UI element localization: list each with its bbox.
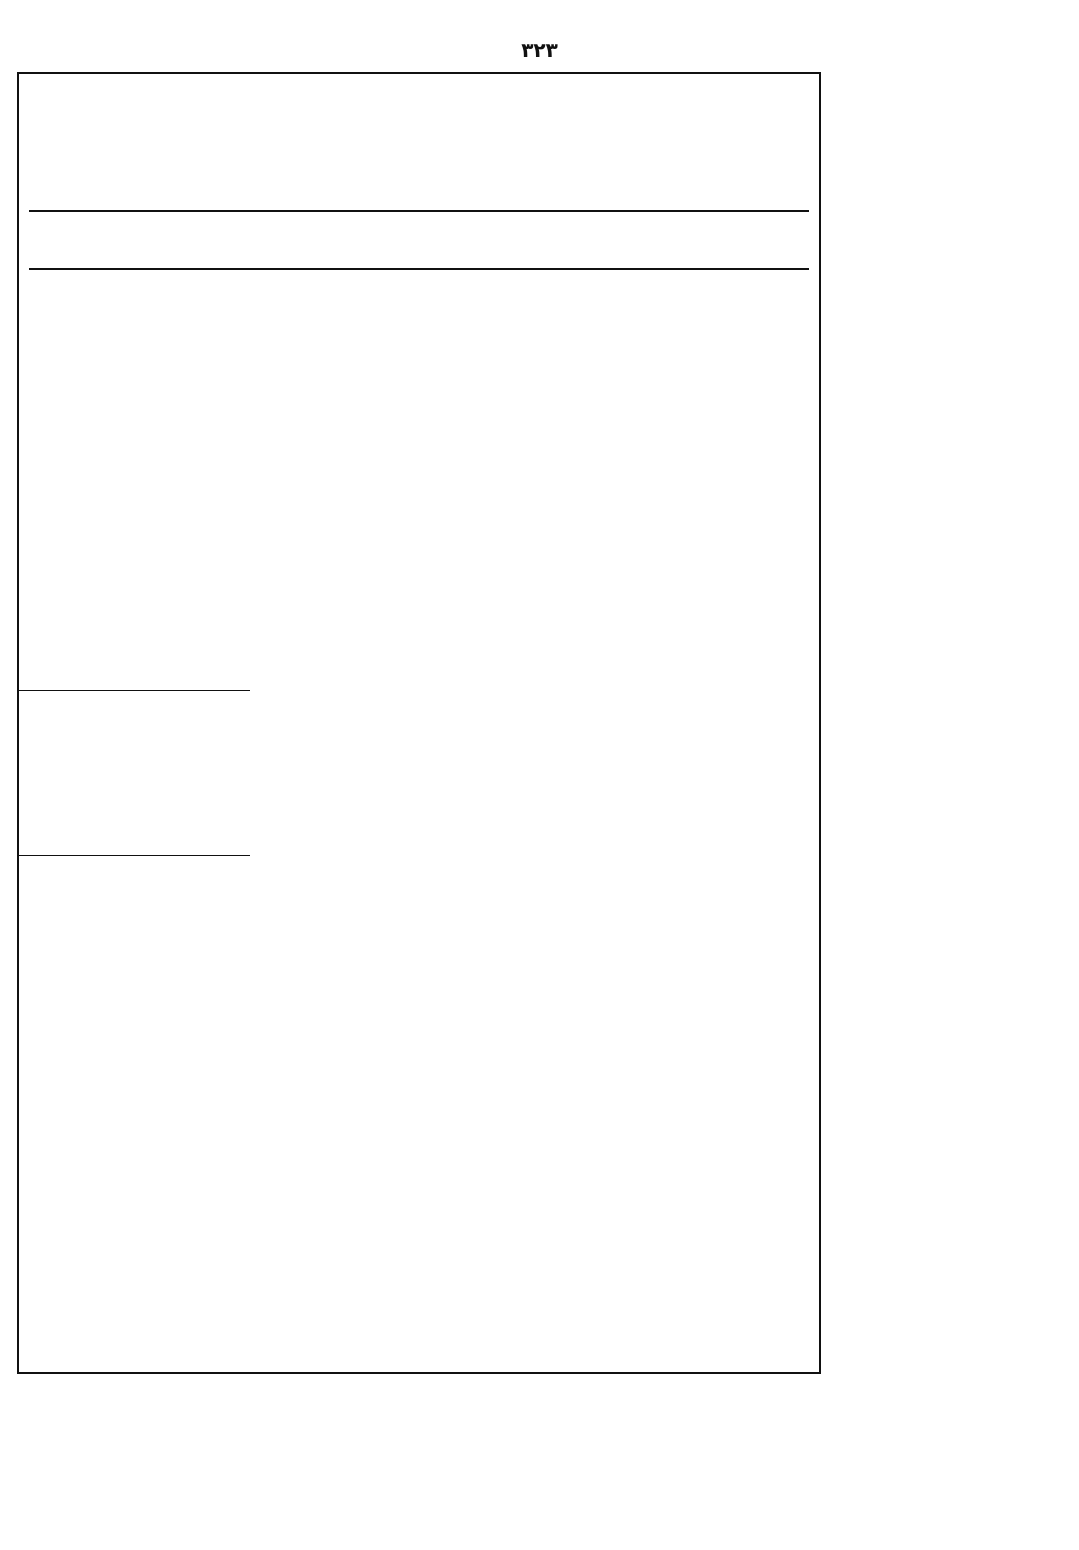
page-number: ٣٢٣ <box>521 38 558 62</box>
margin-section-title <box>18 697 250 856</box>
margin-block-1 <box>18 72 250 691</box>
page-continuation-text <box>20 1390 1059 1480</box>
margin-commentary <box>18 72 250 1374</box>
page-header <box>20 30 1059 70</box>
margin-block-2 <box>18 862 250 1374</box>
